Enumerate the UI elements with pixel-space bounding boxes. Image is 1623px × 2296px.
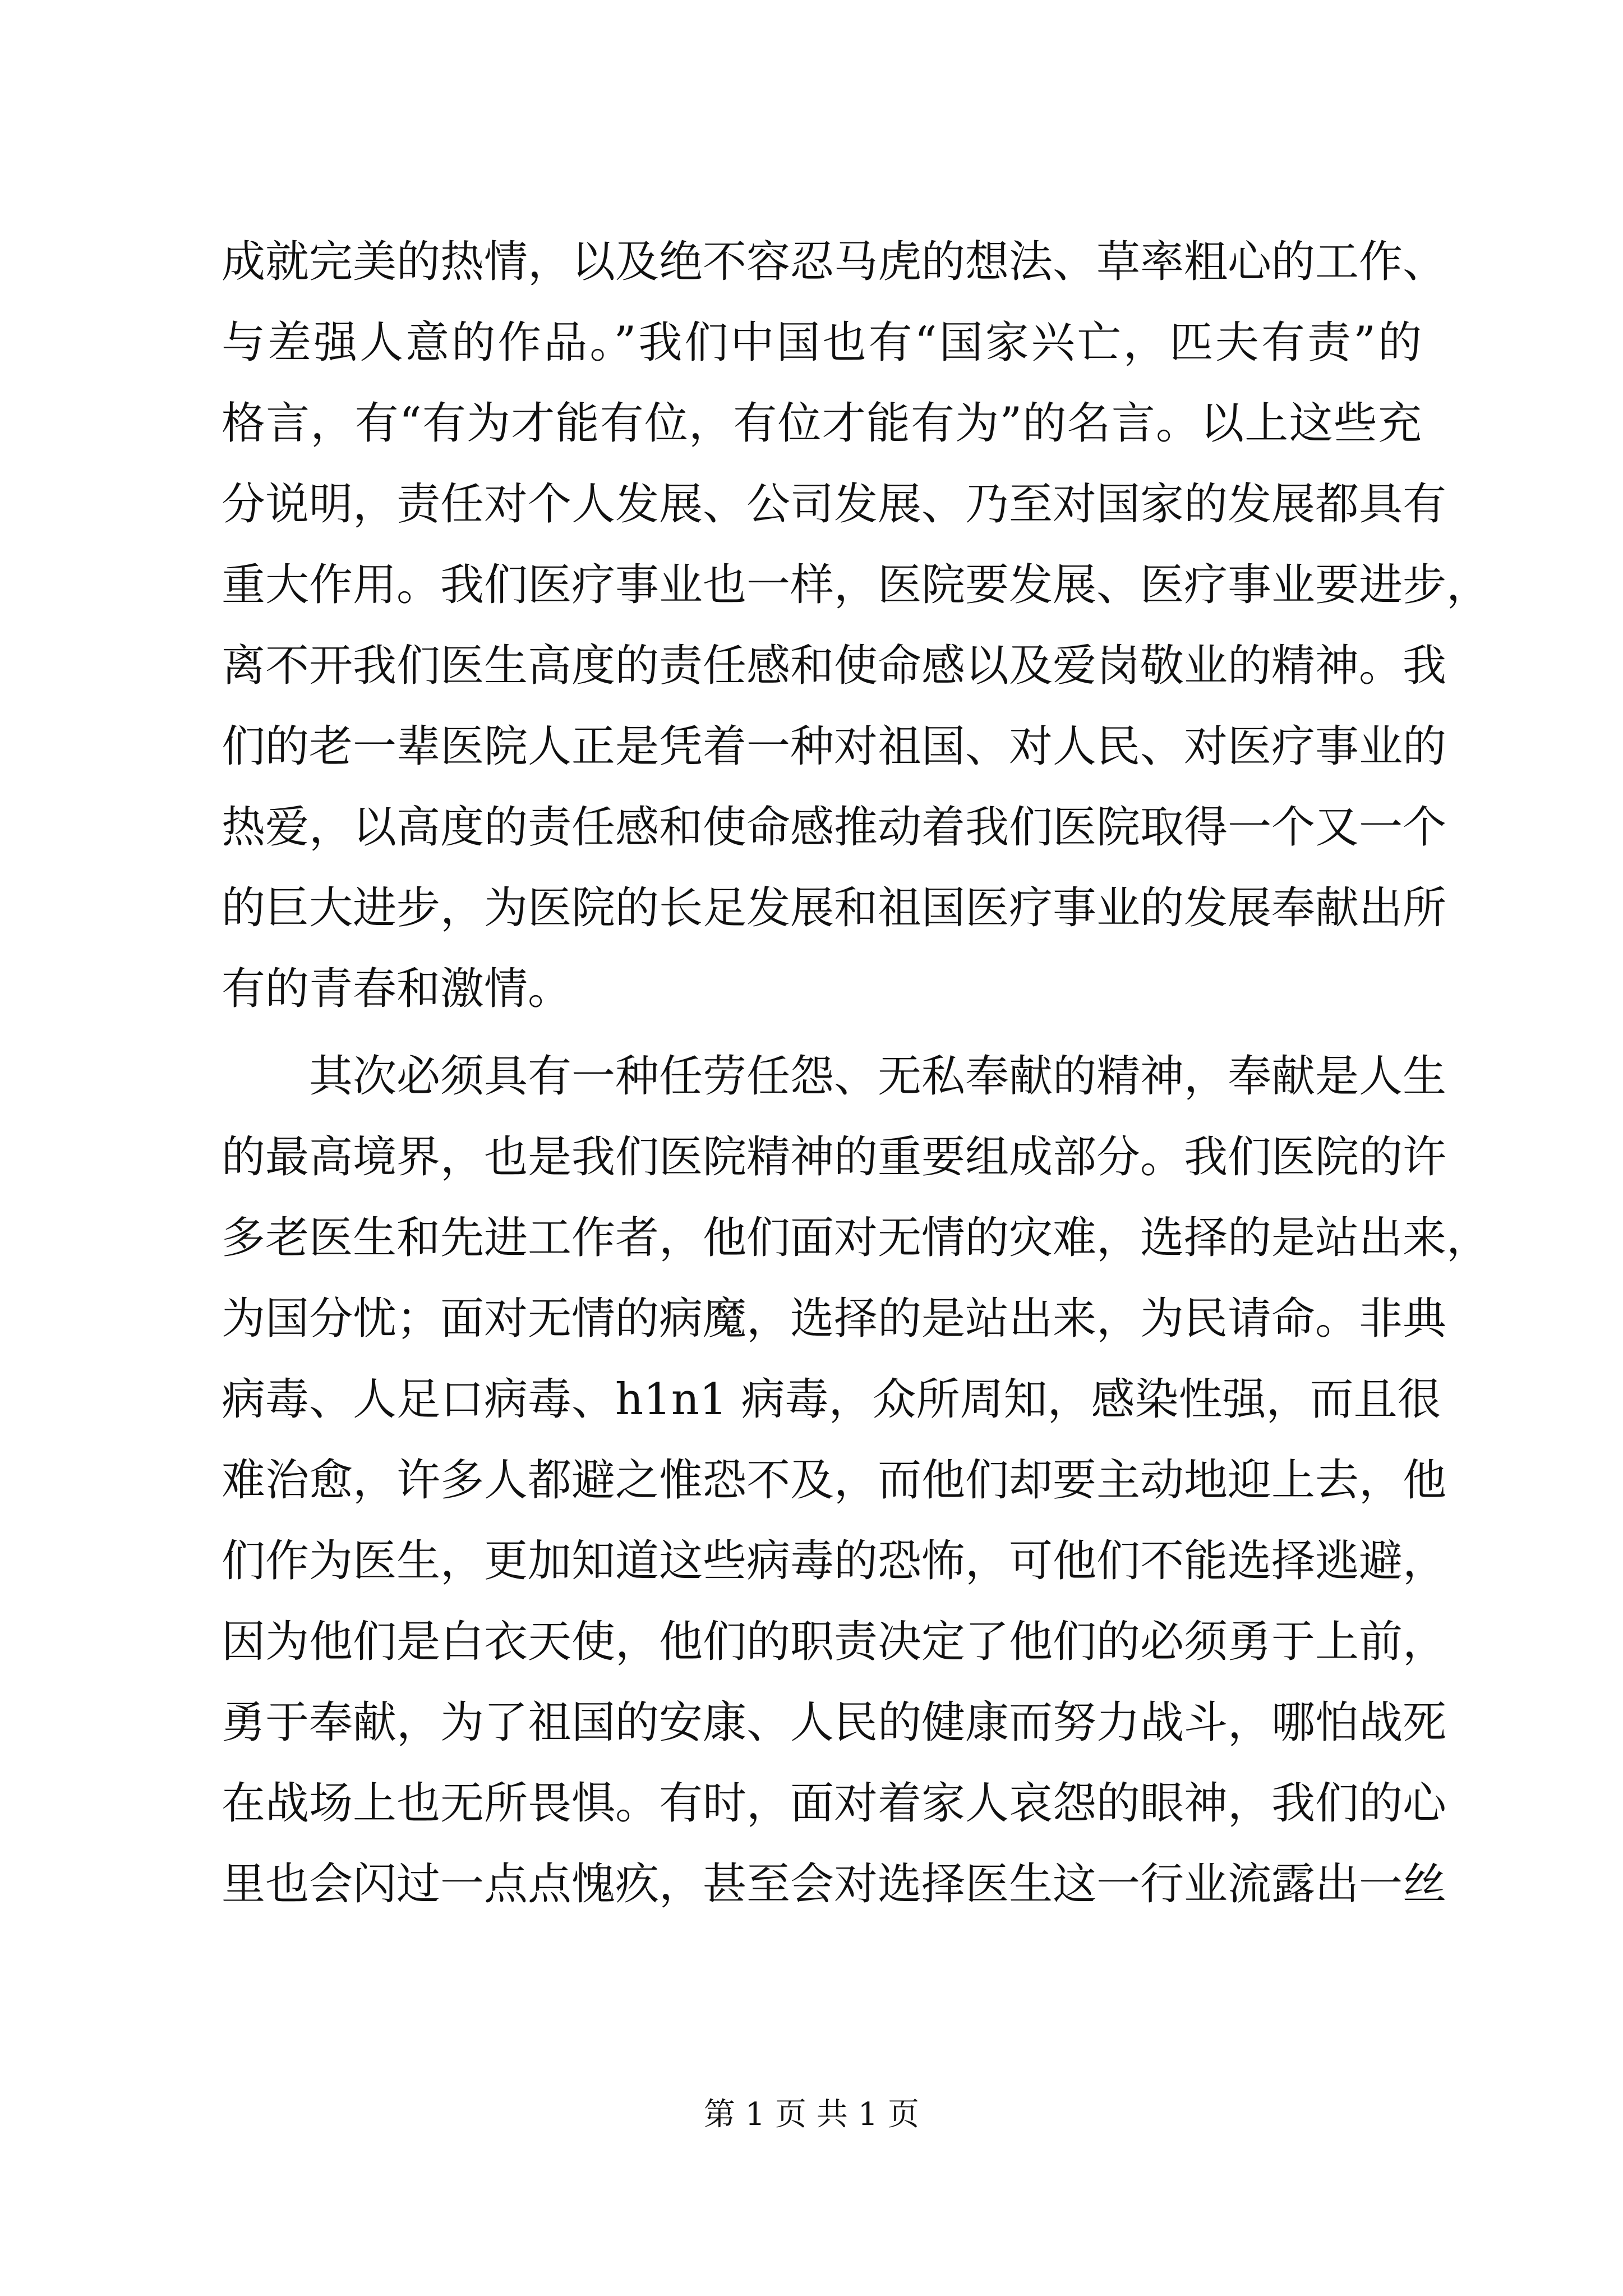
text-line: 为国分忧；面对无情的病魔，选择的是站出来，为民请命。非典 xyxy=(222,1294,1447,1344)
document-body xyxy=(222,222,1491,1925)
paragraph-1 xyxy=(222,222,1491,1029)
text-line: 勇于奉献，为了祖国的安康、人民的健康而努力战斗，哪怕战死 xyxy=(222,1697,1447,1748)
text-line: 多老医生和先进工作者，他们面对无情的灾难，选择的是站出来， xyxy=(222,1213,1491,1263)
text-line: 在战场上也无所畏惧。有时，面对着家人哀怨的眼神，我们的心 xyxy=(222,1778,1447,1829)
text-line: 们作为医生，更加知道这些病毒的恐怖，可他们不能选择逃避， xyxy=(222,1536,1447,1586)
text-line: 因为他们是白衣天使，他们的职责决定了他们的必须勇于上前， xyxy=(222,1617,1447,1667)
text-line: 难治愈，许多人都避之惟恐不及，而他们却要主动地迎上去，他 xyxy=(222,1455,1447,1506)
text-line: 的巨大进步，为医院的长足发展和祖国医疗事业的发展奉献出所 xyxy=(222,883,1447,933)
text-line: 们的老一辈医院人正是凭着一种对祖国、对人民、对医疗事业的 xyxy=(222,721,1447,772)
text-line: 有的青春和激情。 xyxy=(222,964,572,1014)
text-line: 里也会闪过一点点愧疚，甚至会对选择医生这一行业流露出一丝 xyxy=(222,1859,1447,1910)
paragraph-2 xyxy=(222,1036,1491,1925)
text-line: 分说明，责任对个人发展、公司发展、乃至对国家的发展都具有 xyxy=(222,479,1447,530)
text-line: 重大作用。我们医疗事业也一样，医院要发展、医疗事业要进步， xyxy=(222,560,1491,610)
text-line: 与差强人意的作品。”我们中国也有“国家兴亡，匹夫有责”的 xyxy=(222,318,1422,368)
text-line: 热爱，以高度的责任感和使命感推动着我们医院取得一个又一个 xyxy=(222,802,1447,853)
paragraph-spacer xyxy=(222,1029,1422,1036)
text-line: 离不开我们医生高度的责任感和使命感以及爱岗敬业的精神。我 xyxy=(222,641,1447,691)
page-number-footer: 第 1 页 共 1 页 xyxy=(703,2096,920,2133)
text-line: 病毒、人足口病毒、h1n1 病毒，众所周知，感染性强，而且很 xyxy=(222,1374,1441,1425)
text-line: 格言，有“有为才能有位，有位才能有为”的名言。以上这些充 xyxy=(222,398,1422,449)
text-line: 其次必须具有一种任劳任怨、无私奉献的精神，奉献是人生 xyxy=(309,1051,1447,1102)
text-line: 的最高境界，也是我们医院精神的重要组成部分。我们医院的许 xyxy=(222,1132,1447,1182)
text-line: 成就完美的热情，以及绝不容忍马虎的想法、草率粗心的工作、 xyxy=(222,237,1447,287)
